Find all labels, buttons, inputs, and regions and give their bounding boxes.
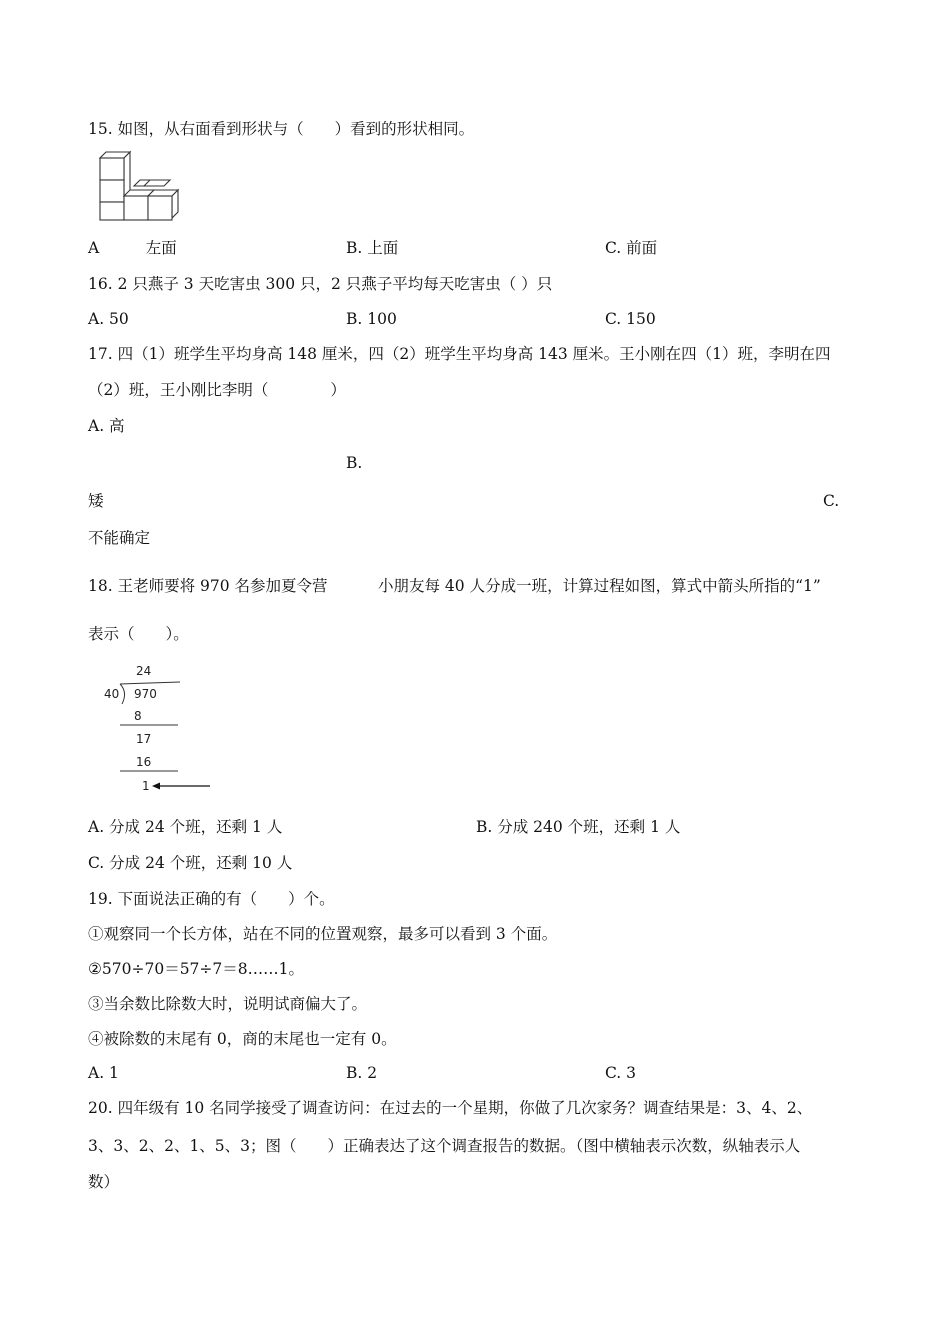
division-row-2: 17	[136, 732, 152, 746]
q17-option-a[interactable]: A. 高	[88, 417, 125, 435]
q15-option-a[interactable]: A 左面	[88, 239, 177, 257]
q16-option-b[interactable]: B. 100	[346, 310, 397, 328]
q20-line-2: 3、3、2、2、1、5、3；图（ ）正确表达了这个调查报告的数据。（图中横轴表示次数，纵轴表示人	[88, 1137, 801, 1155]
division-bar	[120, 682, 180, 684]
q16-stem: 16. 2 只燕子 3 天吃害虫 300 只，2 只燕子平均每天吃害虫（ ）只	[88, 275, 553, 293]
arrow-icon	[152, 783, 210, 790]
division-quotient: 24	[136, 664, 152, 678]
q17-option-b-text: 矮	[88, 492, 104, 510]
q16-option-c[interactable]: C. 150	[605, 310, 656, 328]
q18-stem-line1b: 小朋友每 40 人分成一班，计算过程如图，算式中箭头所指的“1”	[378, 577, 821, 595]
q19-option-a[interactable]: A. 1	[88, 1064, 119, 1082]
division-bracket	[120, 684, 125, 704]
q18-stem-line2: 表示（ ）。	[88, 625, 189, 643]
q17-option-c-label[interactable]: C.	[823, 492, 840, 510]
q17-stem-line1: 17. 四（1）班学生平均身高 148 厘米，四（2）班学生平均身高 143 厘米。王小刚在四（1）班，李明在四	[88, 345, 831, 363]
q19-statement-4: ④被除数的末尾有 0，商的末尾也一定有 0。	[88, 1030, 397, 1048]
division-dividend: 970	[134, 687, 157, 701]
q19-option-c[interactable]: C. 3	[605, 1064, 637, 1082]
q19-option-b[interactable]: B. 2	[346, 1064, 378, 1082]
q20-line-1: 20. 四年级有 10 名同学接受了调查访问：在过去的一个星期，你做了几次家务？调查结果是：3、4、2、	[88, 1099, 813, 1117]
q18-option-c[interactable]: C. 分成 24 个班，还剩 10 人	[88, 854, 293, 872]
q15-stem: 15. 如图，从右面看到形状与（ ）看到的形状相同。	[88, 120, 475, 138]
q16-option-a[interactable]: A. 50	[88, 310, 129, 328]
division-row-4: 1	[142, 779, 150, 793]
q19-statement-2: ②570÷70＝57÷7＝8……1。	[88, 960, 304, 978]
q18-option-b[interactable]: B. 分成 240 个班，还剩 1 人	[476, 818, 681, 836]
q20-line-3: 数）	[88, 1173, 120, 1191]
q19-statement-3: ③当余数比除数大时，说明试商偏大了。	[88, 995, 368, 1013]
division-divisor: 40	[104, 687, 120, 701]
q18-option-a[interactable]: A. 分成 24 个班，还剩 1 人	[88, 818, 283, 836]
q15-option-c[interactable]: C. 前面	[605, 239, 658, 257]
q19-stem: 19. 下面说法正确的有（ ）个。	[88, 890, 335, 908]
q17-option-c-text: 不能确定	[88, 529, 151, 547]
division-row-1: 8	[134, 709, 142, 723]
cube-stack-figure	[98, 150, 182, 224]
q19-statement-1: ①观察同一个长方体，站在不同的位置观察，最多可以看到 3 个面。	[88, 925, 558, 943]
division-row-3: 16	[136, 755, 152, 769]
q15-option-b[interactable]: B. 上面	[346, 239, 399, 257]
long-division-figure	[98, 660, 218, 796]
q18-stem-line1a: 18. 王老师要将 970 名参加夏令营	[88, 577, 328, 595]
q17-option-b-label[interactable]: B.	[346, 454, 363, 472]
q17-stem-line2: （2）班，王小刚比李明（ ）	[88, 381, 346, 399]
